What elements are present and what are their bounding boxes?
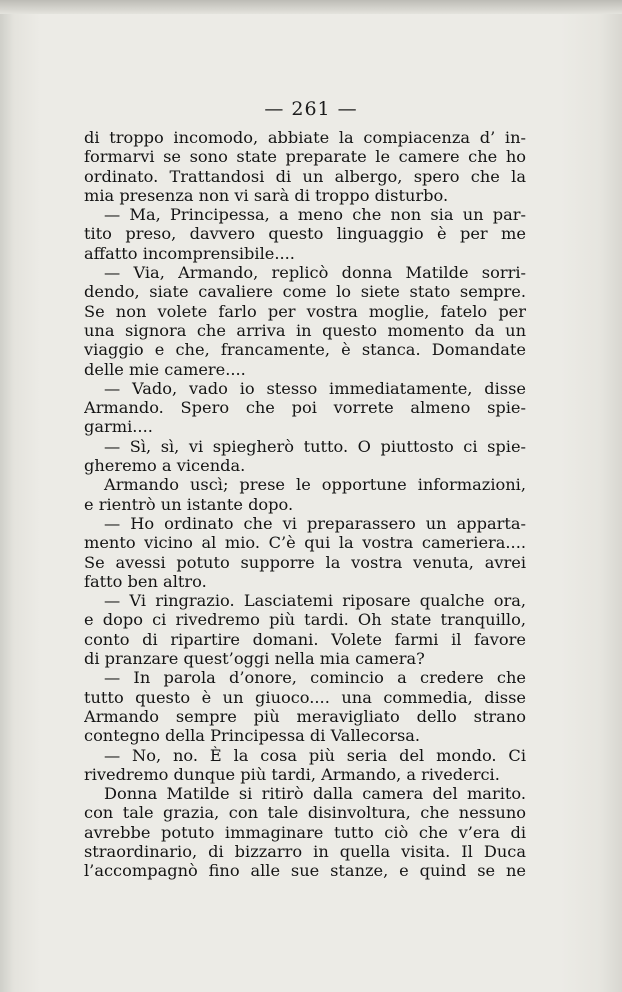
text-line: rivedremo dunque più tardi, Armando, a rivederci. <box>84 764 500 784</box>
text-line: fatto ben altro. <box>84 571 207 591</box>
text-line: e rientrò un istante dopo. <box>84 494 294 514</box>
text-line: gheremo a vicenda. <box>84 456 246 476</box>
text-line: — Vado, vado io stesso immediatamente, disse <box>104 378 526 398</box>
text-line: — Vi ringrazio. Lasciatemi riposare qualche ora, <box>104 591 526 611</box>
text-line: formarvi se sono state preparate le camere che ho <box>84 147 526 167</box>
text-line: tito preso, davvero questo linguaggio è per me <box>84 224 526 244</box>
text-line: una signora che arriva in questo momento da un <box>84 320 526 340</box>
text-line: Armando sempre più meravigliato dello strano <box>84 706 526 726</box>
text-line: Se non volete farlo per vostra moglie, fatelo per <box>84 301 526 321</box>
text-line: e dopo ci rivedremo più tardi. Oh state tranquillo, <box>84 610 526 630</box>
text-line: tutto questo è un giuoco.... una commedia, disse <box>84 687 526 707</box>
text-line: dendo, siate cavaliere come lo siete stato sempre. <box>84 282 526 302</box>
text-line: — Ma, Principessa, a meno che non sia un par- <box>104 205 526 225</box>
body-text <box>84 128 526 881</box>
page-top-edge <box>0 0 622 14</box>
text-line: straordinario, di bizzarro in quella visita. Il Duca <box>84 841 526 861</box>
text-line: l’accompagnò fino alle sue stanze, e quind se ne <box>84 861 526 881</box>
text-line: con tale grazia, con tale disinvoltura, che nessuno <box>84 803 526 823</box>
text-line: Armando. Spero che poi vorrete almeno spie- <box>84 398 526 418</box>
text-line: mento vicino al mio. C’è qui la vostra cameriera.... <box>84 533 526 553</box>
text-line: — Ho ordinato che vi preparassero un apparta- <box>104 513 526 533</box>
text-line: Donna Matilde si ritirò dalla camera del marito. <box>104 784 526 804</box>
text-line: — In parola d’onore, comincio a credere che <box>104 668 526 688</box>
text-line: garmi.... <box>84 417 153 437</box>
text-line: — No, no. È la cosa più seria del mondo. Ci <box>104 745 526 765</box>
text-line: conto di ripartire domani. Volete farmi il favore <box>84 629 526 649</box>
text-line: ordinato. Trattandosi di un albergo, spero che la <box>84 166 526 186</box>
text-line: di pranzare quest’oggi nella mia camera? <box>84 649 425 669</box>
text-line: mia presenza non vi sarà di troppo disturbo. <box>84 185 449 205</box>
page-number: — 261 — <box>264 98 358 120</box>
text-line: contegno della Principessa di Vallecorsa. <box>84 726 421 746</box>
text-line: affatto incomprensibile.... <box>84 243 295 263</box>
text-line: avrebbe potuto immaginare tutto ciò che v’era di <box>84 822 526 842</box>
text-line: viaggio e che, francamente, è stanca. Domandate <box>84 340 526 360</box>
text-line: — Via, Armando, replicò donna Matilde sorri- <box>104 263 526 283</box>
text-line: — Sì, sì, vi spiegherò tutto. O piuttosto ci spie- <box>104 436 526 456</box>
text-line: Armando uscì; prese le opportune informazioni, <box>104 475 526 495</box>
text-line: delle mie camere.... <box>84 359 246 379</box>
text-line: di troppo incomodo, abbiate la compiacenza d’ in- <box>84 128 526 147</box>
text-line: Se avessi potuto supporre la vostra venuta, avrei <box>84 552 526 572</box>
